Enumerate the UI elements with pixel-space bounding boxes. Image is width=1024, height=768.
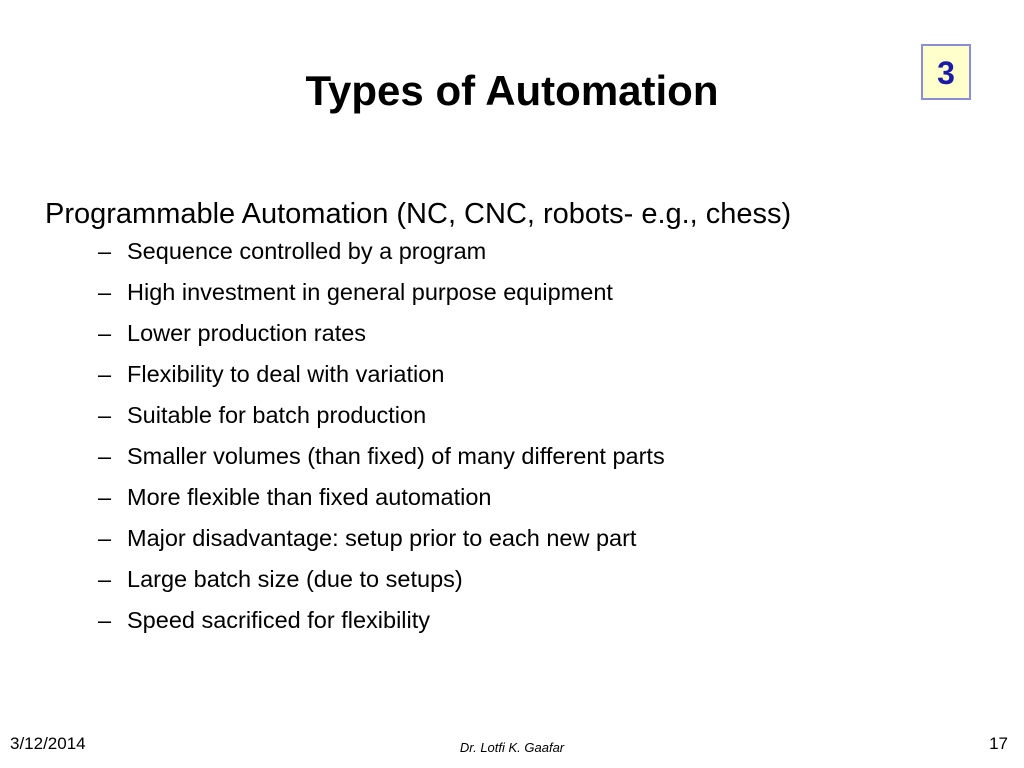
sub-bullet-text: Speed sacrificed for flexibility	[127, 607, 431, 633]
sub-bullet-text: Major disadvantage: setup prior to each new part	[127, 525, 637, 551]
list-item	[98, 238, 665, 279]
sub-bullet-text: More flexible than fixed automation	[127, 484, 492, 510]
list-item	[98, 566, 665, 607]
sub-bullet-text: High investment in general purpose equipment	[127, 279, 613, 305]
list-item	[98, 320, 665, 361]
page-number: 17	[989, 734, 1008, 753]
main-bullet: Programmable Automation (NC, CNC, robots- e.g., chess)	[45, 198, 792, 230]
slide-title: Types of Automation	[305, 67, 719, 114]
dash-bullet-icon: –	[98, 484, 112, 510]
list-item	[98, 279, 665, 320]
list-item	[98, 607, 665, 648]
section-number-badge: 3	[921, 44, 971, 100]
sub-bullet-text: Flexibility to deal with variation	[127, 361, 445, 387]
dash-bullet-icon: –	[98, 525, 112, 551]
footer-author: Dr. Lotfi K. Gaafar	[459, 740, 565, 755]
list-item	[98, 484, 665, 525]
sub-bullet-text: Smaller volumes (than fixed) of many different parts	[127, 443, 665, 469]
dash-bullet-icon: –	[98, 607, 112, 633]
sub-bullet-text: Large batch size (due to setups)	[127, 566, 463, 592]
dash-bullet-icon: –	[98, 443, 112, 469]
sub-bullet-text: Lower production rates	[127, 320, 367, 346]
footer-date: 3/12/2014	[10, 734, 86, 753]
list-item	[98, 525, 665, 566]
sub-bullet-list	[98, 238, 665, 648]
list-item	[98, 443, 665, 484]
sub-bullet-text: Sequence controlled by a program	[127, 238, 487, 264]
dash-bullet-icon: –	[98, 320, 112, 346]
dash-bullet-icon: –	[98, 566, 112, 592]
dash-bullet-icon: –	[98, 279, 112, 305]
list-item	[98, 402, 665, 443]
sub-bullet-text: Suitable for batch production	[127, 402, 427, 428]
dash-bullet-icon: –	[98, 361, 112, 387]
dash-bullet-icon: –	[98, 238, 112, 264]
dash-bullet-icon: –	[98, 402, 112, 428]
list-item	[98, 361, 665, 402]
